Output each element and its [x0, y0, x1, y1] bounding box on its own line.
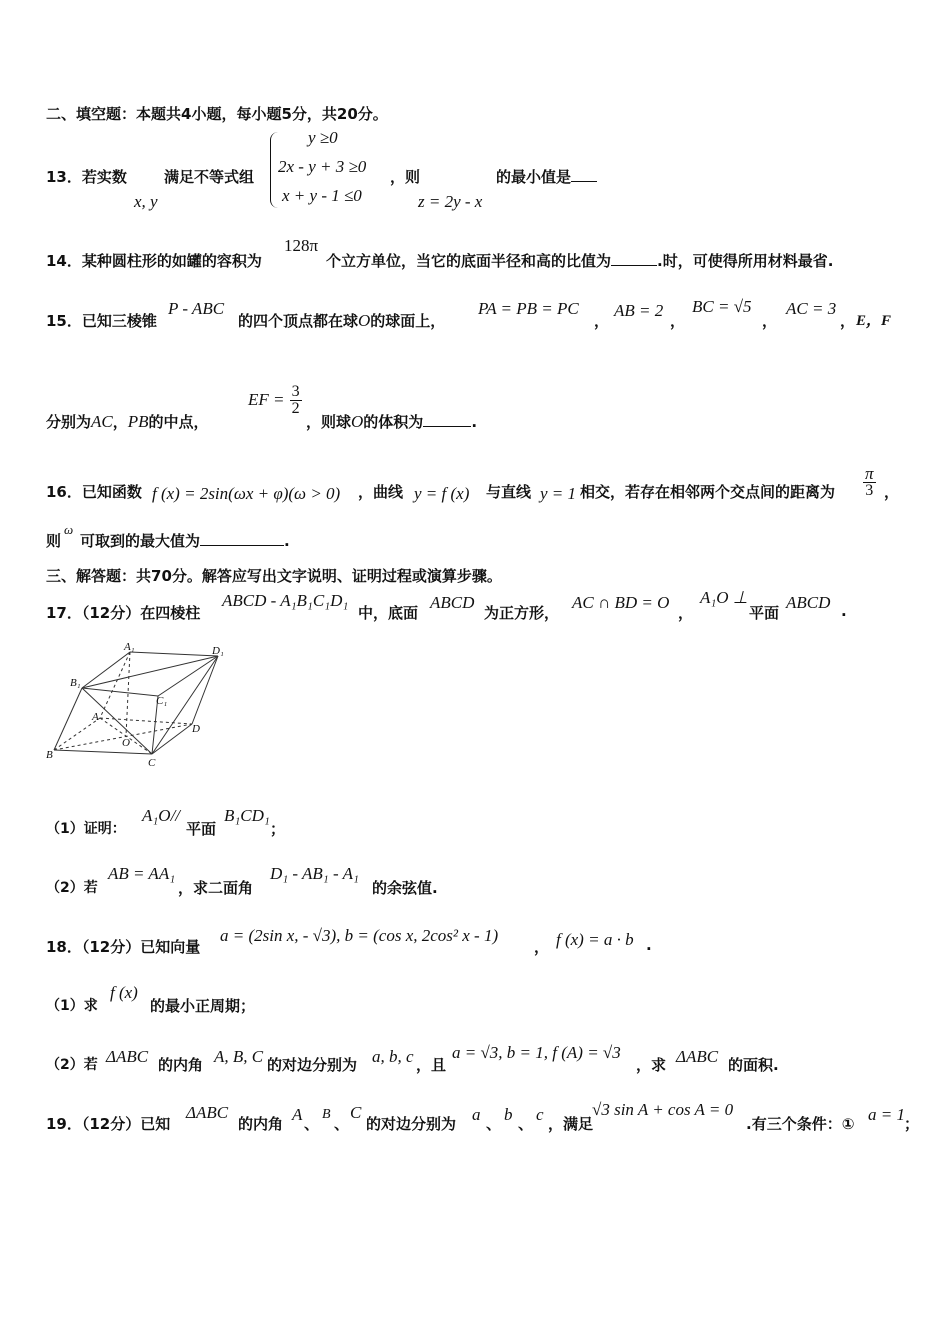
q18-angles: A, B, C	[214, 1047, 264, 1066]
section-2-heading: 二、填空题：本题共4小题，每小题5分，共20分。	[46, 105, 388, 123]
q15-ac: AC = 3	[786, 299, 837, 318]
q17-prism: ABCD - A₁B₁C₁D₁	[222, 591, 349, 610]
label-c: C	[148, 757, 156, 769]
q13-inequality-system	[270, 128, 390, 212]
q13-then: ，则	[390, 168, 421, 186]
q19-dun-3: 、	[486, 1115, 502, 1133]
q15-text-f: 的体积为	[363, 413, 424, 431]
prism-figure	[40, 640, 240, 770]
q15-period: .	[471, 413, 478, 431]
q18-part2: （2）若	[46, 1057, 98, 1073]
q18-part2-sides-text: 的对边分别为	[267, 1056, 358, 1074]
q16-period: .	[284, 532, 290, 550]
q15-bc: BC = √5	[692, 297, 752, 316]
q19-side-c: c	[536, 1105, 544, 1124]
q13-ineq-3: x + y - 1 ≤0	[282, 186, 362, 205]
q18-part2-and: ，且	[416, 1056, 447, 1074]
q19-satisfy: ，满足	[548, 1115, 594, 1133]
q18-part2-area: 的面积.	[728, 1056, 779, 1074]
q19-dun-2: 、	[334, 1115, 350, 1133]
q17-text-1: 中，底面	[358, 604, 419, 622]
q15-ab: AB = 2	[614, 301, 664, 320]
q16-omega: ω	[64, 522, 74, 537]
label-c1: C₁	[156, 695, 168, 707]
q16-text: 相交，若存在相邻两个交点间的距离为	[580, 483, 836, 501]
q19-side-b: b	[504, 1105, 513, 1124]
section-3-heading: 三、解答题：共70分。解答应写出文字说明、证明过程或演算步骤。	[46, 567, 502, 585]
q13-min	[496, 166, 597, 187]
q18-triangle: ΔABC	[106, 1047, 149, 1066]
q13-ineq-1: y ≥0	[308, 128, 338, 147]
q15-text-1	[238, 310, 445, 331]
q16-curve-eq: y = f (x)	[414, 484, 470, 503]
q18-conditions: a = √3, b = 1, f (A) = √3	[452, 1043, 621, 1062]
q16-then: 则	[46, 532, 62, 550]
q17-part1-plane-name: B₁CD₁	[224, 806, 270, 825]
q18-sides: a, b, c	[372, 1047, 414, 1066]
q15-tetra: P - ABC	[168, 299, 225, 318]
q17-part2-cond: AB = AA₁	[108, 864, 176, 883]
q19-equation: √3 sin A + cos A = 0	[592, 1100, 734, 1119]
q17-perp: A₁O ⊥	[700, 588, 748, 607]
q15-sep-1: ，	[594, 312, 610, 330]
q13-text	[46, 166, 127, 187]
q17-part1-math: A₁O//	[142, 806, 181, 825]
q14-label: 14．某种圆柱形的如罐的容积为	[46, 252, 262, 270]
q17-part2-angle: D₁ - AB₁ - A₁	[270, 864, 359, 883]
q17-part2-text: ，求二面角	[178, 879, 254, 897]
q19-angles-text: 的内角	[238, 1115, 284, 1133]
label-d1: D₁	[212, 645, 224, 657]
q13-min-text: 的最小值是	[496, 168, 572, 186]
q15-sphere-o-2: O	[351, 412, 364, 431]
label-d: D	[192, 723, 200, 735]
q19-triangle: ΔABC	[186, 1103, 229, 1122]
q17-label: 17．（12分）在四棱柱	[46, 604, 201, 622]
label-a1: A₁	[124, 641, 135, 653]
fraction	[290, 384, 302, 417]
q15-ef-points: E，F	[856, 313, 892, 329]
q16-comma: ，	[884, 483, 900, 501]
q16-label: 16．已知函数	[46, 483, 142, 501]
q13-ineq-2: 2x - y + 3 ≥0	[278, 157, 367, 176]
q14-volume: 128π	[284, 236, 319, 255]
q19-dun-4: 、	[518, 1115, 534, 1133]
q17-text-2: 为正方形，	[484, 604, 560, 622]
q19-condition-1: a = 1	[868, 1105, 905, 1124]
q18-function: f (x) = a · b	[556, 930, 634, 949]
answer-blank	[423, 426, 471, 427]
q17-intersect: AC ∩ BD = O	[572, 593, 670, 612]
q16-line-eq: y = 1	[540, 484, 577, 503]
q18-label: 18．（12分）已知向量	[46, 938, 201, 956]
fraction-num: 3	[291, 383, 300, 400]
q18-period: .	[646, 936, 652, 954]
q16-text-3	[80, 530, 290, 551]
q15-text-c: 分别为	[46, 413, 92, 431]
q14-text-2: .时，可使得所用材料最省.	[657, 252, 834, 270]
q19-sides-text: 的对边分别为	[366, 1115, 457, 1133]
q19-side-a: a	[472, 1105, 481, 1124]
q15-ef-lhs: EF =	[248, 390, 285, 409]
label-b: B	[46, 749, 53, 761]
q15-text-a: 的四个顶点都在球	[238, 312, 359, 330]
q15-ef-eq	[248, 384, 302, 417]
q14-text	[326, 250, 833, 271]
q13-satisfy: 满足不等式组	[164, 168, 255, 186]
label-o: O	[122, 737, 130, 749]
q15-pa: PA = PB = PC	[478, 299, 579, 318]
answer-blank	[200, 545, 284, 546]
q18-part1: （1）求	[46, 998, 98, 1014]
q16-curve: ，曲线	[358, 483, 404, 501]
q18-part2-angles-text: 的内角	[158, 1056, 204, 1074]
q15-text-3	[306, 411, 477, 432]
label-a: A	[92, 711, 99, 723]
q16-text-2	[46, 530, 61, 551]
q15-pb-var: PB	[127, 412, 149, 431]
fraction-den: 2	[291, 400, 300, 417]
fraction	[863, 466, 876, 499]
q13-vars: x, y	[134, 192, 158, 211]
q18-comma: ，	[534, 938, 550, 956]
q15-label: 15．已知三棱锥	[46, 312, 157, 330]
label-b1: B₁	[70, 677, 81, 689]
q17-part1-end: ；	[270, 820, 286, 838]
q13-objective: z = 2y - x	[418, 192, 483, 211]
fraction-num: π	[865, 464, 874, 483]
q19-angle-c: C	[350, 1103, 362, 1122]
q14-text-1: 个立方单位，当它的底面半径和高的比值为	[326, 252, 612, 270]
q15-sphere-o: O	[358, 311, 371, 330]
q18-part1-math: f (x)	[110, 983, 138, 1002]
q18-triangle-2: ΔABC	[676, 1047, 719, 1066]
q19-conditions: .有三个条件：①	[746, 1115, 855, 1133]
q17-period: .	[841, 602, 847, 620]
q17-part2: （2）若	[46, 880, 98, 896]
q15-sep-2: ，	[670, 312, 686, 330]
q15-ac-var: AC	[91, 412, 113, 431]
q19-end: ；	[904, 1115, 920, 1133]
q15-sep-4: ，	[840, 312, 856, 330]
q17-part1-plane: 平面	[186, 820, 217, 838]
q17-comma: ，	[678, 604, 694, 622]
q17-base: ABCD	[430, 593, 475, 612]
q17-part2-end: 的余弦值.	[372, 879, 438, 897]
q18-vectors: a = (2sin x, - √3), b = (cos x, 2cos² x - 1)	[220, 926, 499, 945]
q19-dun-1: 、	[304, 1115, 320, 1133]
answer-blank	[611, 265, 657, 266]
q15-text-d: 的中点，	[148, 413, 209, 431]
answer-blank	[571, 181, 597, 182]
q19-label: 19．（12分）已知	[46, 1115, 171, 1133]
q15-sep-3: ，	[762, 312, 778, 330]
q19-angle-a: A	[292, 1105, 303, 1124]
q15-text-e: ，则球	[306, 413, 352, 431]
q16-function: f (x) = 2sin(ωx + φ)(ω > 0)	[152, 484, 341, 503]
q16-line: 与直线	[486, 483, 532, 501]
q17-plane: 平面	[749, 604, 780, 622]
fraction-den: 3	[865, 482, 874, 499]
q17-part1: （1）证明：	[46, 821, 126, 837]
q18-part2-find: ，求	[636, 1056, 667, 1074]
q17-base-2: ABCD	[786, 593, 831, 612]
q18-part1-text: 的最小正周期；	[150, 997, 256, 1015]
q19-angle-b: B	[322, 1107, 331, 1122]
q16-max-text: 可取到的最大值为	[80, 532, 201, 550]
q16-fraction	[863, 466, 876, 499]
q15-text-b: 的球面上，	[370, 312, 446, 330]
q15-text-2: 分别为AC，PB的中点，	[46, 412, 209, 431]
q13-label: 13．若实数	[46, 168, 127, 186]
